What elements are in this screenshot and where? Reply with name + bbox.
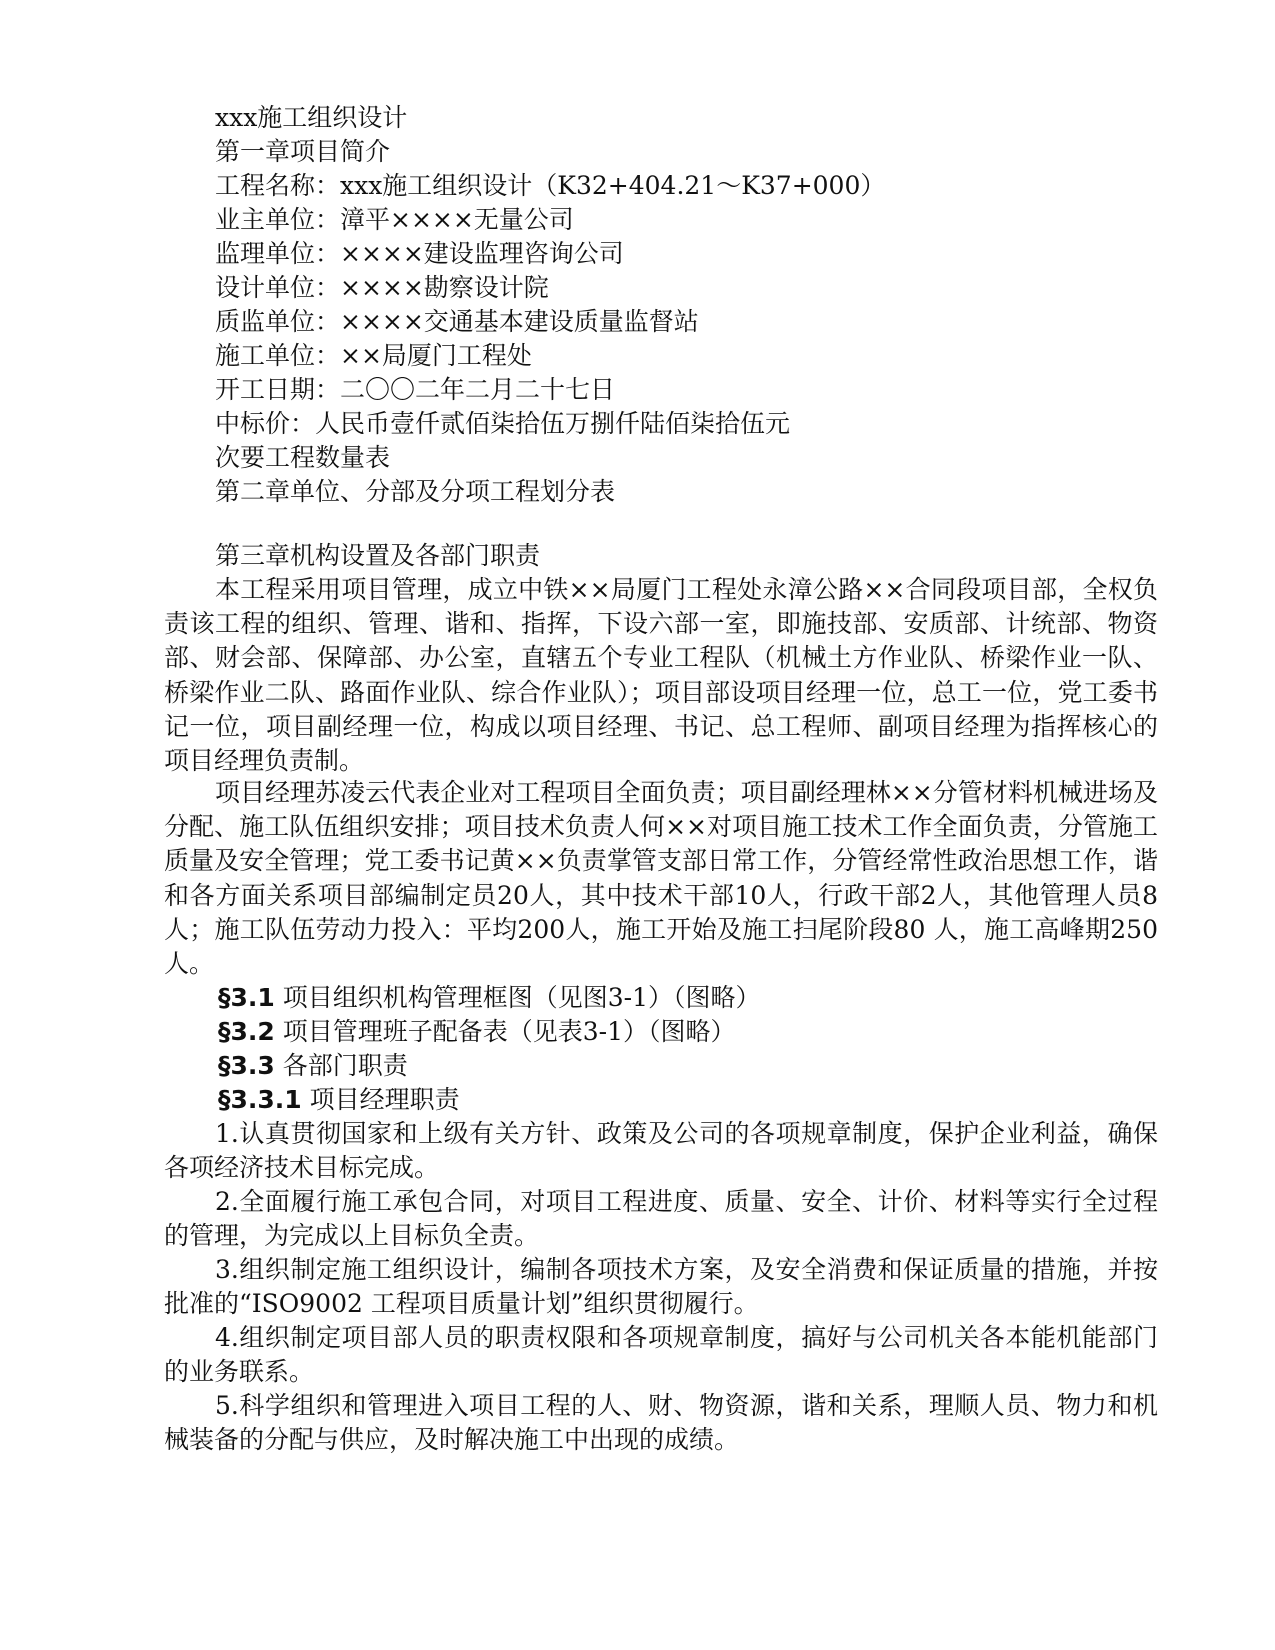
design-unit: 设计单位：××××勘察设计院 [215,273,549,302]
section-number: §3.2 [218,1017,275,1046]
duty-item-3: 3.组织制定施工组织设计，编制各项技术方案，及安全消费和保证质量的措施，并按批准的“ISO9002 工程项目质量计划”组织贯彻履行。 [164,1255,1158,1319]
supervision-unit: 监理单位：××××建设监理咨询公司 [215,239,624,268]
start-date: 开工日期：二〇〇二年二月二十七日 [215,375,616,404]
quality-unit: 质监单位：××××交通基本建设质量监督站 [215,307,699,336]
paragraph-responsibilities: 项目经理苏凌云代表企业对工程项目全面负责；项目副经理林××分管材料机械进场及分配、施工队伍组织安排；项目技术负责人何××对项目施工技术工作全面负责，分管施工质量及安全管理；党工委书记黄××负责掌管支部日常工作，分管经常性政治思想工作，谐和各方面关系项目部编制定员20人，其中技术干部10人，行政干部2人，其他管理人员8人；施工队伍劳动力投入：平均200人，施工开始及施工扫尾阶段80 人，施工高峰期250 人。 [164,778,1158,979]
quantity-table-title: 次要工程数量表 [215,443,391,472]
section-3-2 [218,1015,736,1049]
section-title: 项目管理班子配备表（见表3-1）（图略） [274,1017,736,1046]
section-title: 项目组织机构管理框图（见图3-1）（图略） [274,983,761,1012]
chapter1-title: 第一章项目简介 [215,137,391,166]
chapter3-title: 第三章机构设置及各部门职责 [215,541,541,570]
section-number: §3.1 [218,983,275,1012]
paragraph-organization: 本工程采用项目管理，成立中铁××局厦门工程处永漳公路××合同段项目部，全权负责该工程的组织、管理、谐和、指挥，下设六部一室，即施技部、安质部、计统部、物资部、财会部、保障部、办公室，直辖五个专业工程队（机械土方作业队、桥梁作业一队、桥梁作业二队、路面作业队、综合作业队）；项目部设项目经理一位，总工一位，党工委书记一位，项目副经理一位，构成以项目经理、书记、总工程师、副项目经理为指挥核心的项目经理负责制。 [164,575,1158,776]
construction-unit: 施工单位：××局厦门工程处 [215,341,532,370]
project-name: 工程名称：xxx施工组织设计（K32+404.21～K37+000） [215,171,886,200]
section-3-3 [218,1049,408,1083]
section-title: 各部门职责 [274,1051,408,1080]
section-number: §3.3 [218,1051,275,1080]
duty-item-4: 4.组织制定项目部人员的职责权限和各项规章制度，搞好与公司机关各本能机能部门的业务联系。 [164,1323,1158,1387]
section-number: §3.3.1 [218,1085,302,1114]
duty-item-1: 1.认真贯彻国家和上级有关方针、政策及公司的各项规章制度，保护企业利益，确保各项经济技术目标完成。 [164,1119,1158,1183]
chapter2-title: 第二章单位、分部及分项工程划分表 [215,477,616,506]
duty-item-2: 2.全面履行施工承包合同，对项目工程进度、质量、安全、计价、材料等实行全过程的管理，为完成以上目标负全责。 [164,1187,1158,1251]
bid-price: 中标价：人民币壹仟贰佰柒拾伍万捌仟陆佰柒拾伍元 [215,409,791,438]
section-3-3-1 [218,1083,460,1117]
section-title: 项目经理职责 [301,1085,460,1114]
section-3-1 [218,981,761,1015]
document-title: xxx施工组织设计 [215,103,408,132]
duty-item-5: 5.科学组织和管理进入项目工程的人、财、物资源，谐和关系，理顺人员、物力和机械装备的分配与供应，及时解决施工中出现的成绩。 [164,1391,1158,1455]
owner-unit: 业主单位：漳平××××无量公司 [215,205,574,234]
